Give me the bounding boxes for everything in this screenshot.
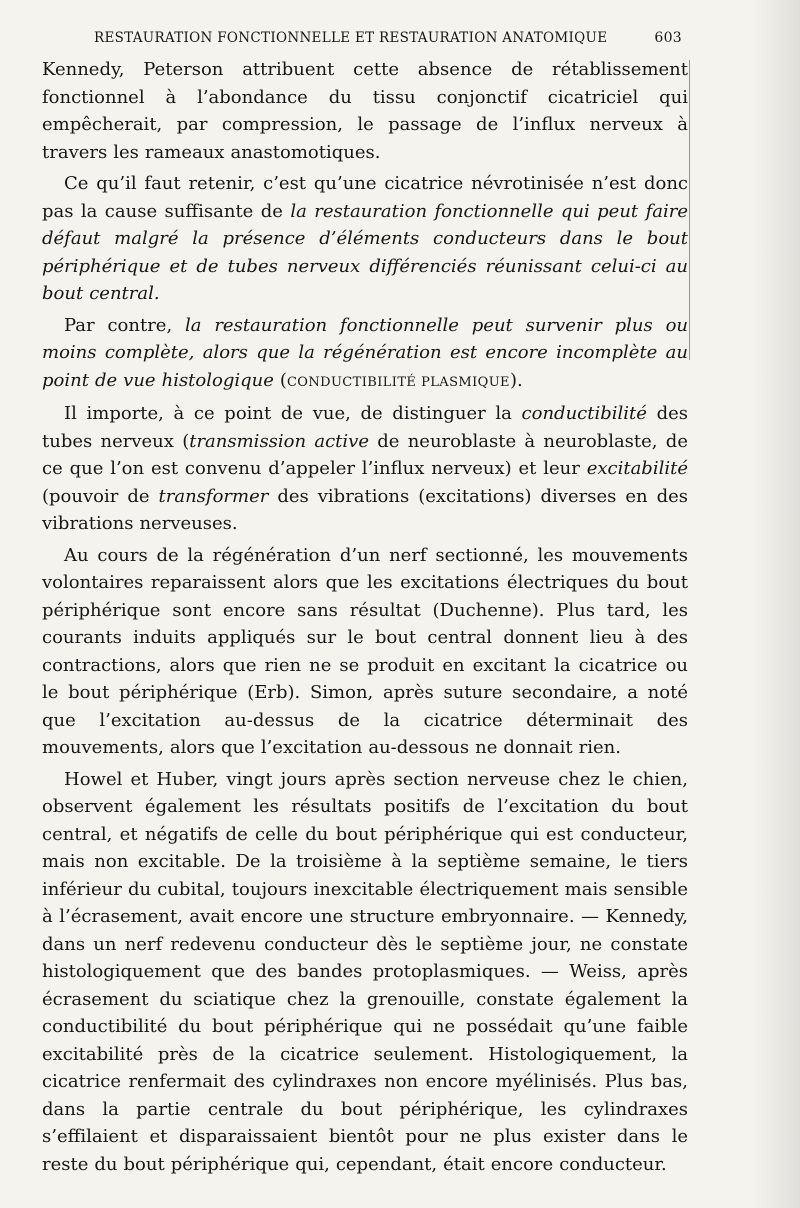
paragraph bbox=[42, 766, 688, 1179]
page-edge-shadow bbox=[752, 0, 800, 1208]
paragraph bbox=[42, 56, 688, 166]
text-run: Par contre, bbox=[64, 314, 186, 336]
paragraph bbox=[42, 400, 688, 538]
text-run: ). bbox=[509, 369, 523, 391]
text-run: Ce qu’il faut retenir, c’est qu’une cicatrice névrotinisée n’est donc pas la cause suffisante de bbox=[42, 173, 688, 222]
running-title: RESTAURATION FONCTIONNELLE ET RESTAURATION ANATOMIQUE bbox=[94, 30, 608, 46]
italic-text: la restauration fonctionnelle qui peut faire défaut malgré la présence d’éléments conducteurs dans le bout périphérique et de tubes nerveux différenciés réunissant celui-ci au bout central. bbox=[42, 200, 688, 304]
paragraph bbox=[42, 312, 688, 397]
italic-text: la restauration fonctionnelle peut survenir plus ou moins complète, alors que la régénération est encore incomplète au point de vue histologique bbox=[42, 314, 689, 391]
italic-text: conductibilité bbox=[521, 403, 647, 424]
page-number: 603 bbox=[654, 30, 682, 46]
text-run: Kennedy, Peterson attribuent cette absence de rétablissement fonctionnel à l’abondance du tissu conjonctif cicatriciel qui empêcherait, par compression, le passage de l’influx nerveux à travers les rameaux anastomotiques. bbox=[42, 59, 688, 163]
paragraph bbox=[42, 170, 688, 308]
body-text bbox=[42, 56, 688, 1178]
italic-text: transformer bbox=[158, 485, 269, 507]
small-caps-text: CONDUCTIBILITÉ PLASMIQUE bbox=[286, 374, 510, 390]
text-run: des vibrations (excitations) diverses en des vibrations nerveuses. bbox=[42, 485, 688, 534]
paragraph bbox=[42, 542, 688, 762]
italic-text: excitabilité bbox=[586, 458, 688, 479]
text-run: de neuroblaste à neuroblaste, de ce que l’on est convenu d’appeler l’influx nerveux) et leur bbox=[42, 430, 688, 479]
text-run: des tubes nerveux ( bbox=[42, 403, 688, 452]
text-run: (pouvoir de bbox=[42, 485, 159, 507]
running-header bbox=[94, 30, 682, 46]
italic-text: transmission active bbox=[189, 430, 369, 452]
text-run: ( bbox=[273, 369, 287, 391]
margin-pencil-mark bbox=[688, 60, 691, 360]
text-run: Il importe, à ce point de vue, de distinguer la bbox=[64, 403, 522, 424]
text-run: Au cours de la régénération d’un nerf sectionné, les mouvements volontaires reparaissent alors que les excitations électriques du bout périphérique sont encore sans résultat (Duchenne). Plus tard, les courants induits appliqués sur le bout central donnent lieu à des contractions, alors que rien ne se produit en excitant la cicatrice ou le bout périphérique (Erb). Simon, après suture secondaire, a noté que l’excitation au-dessus de la cicatrice déterminait des mouvements, alors que l’excitation au-dessous ne donnait rien. bbox=[42, 544, 688, 758]
text-run: Howel et Huber, vingt jours après section nerveuse chez le chien, observent également les résultats positifs de l’excitation du bout central, et négatifs de celle du bout périphérique qui est conducteur, mais non excitable. De la troisième à la septième semaine, le tiers inférieur du cubital, toujours inexcitable électriquement mais sensible à l’écrasement, avait encore une structure embryonnaire. — Kennedy, dans un nerf redevenu conducteur dès le septième jour, ne constate histologiquement que des bandes protoplasmiques. — Weiss, après écrasement du sciatique chez la grenouille, constate également la conductibilité du bout périphérique qui ne possédait qu’une faible excitabilité près de la cicatrice seulement. Histologiquement, la cicatrice renfermait des cylindraxes non encore myélinisés. Plus bas, dans la partie centrale du bout périphérique, les cylindraxes s’effilaient et disparaissaient bientôt pour ne plus exister dans le reste du bout périphérique qui, cependant, était encore conducteur. bbox=[42, 768, 688, 1175]
